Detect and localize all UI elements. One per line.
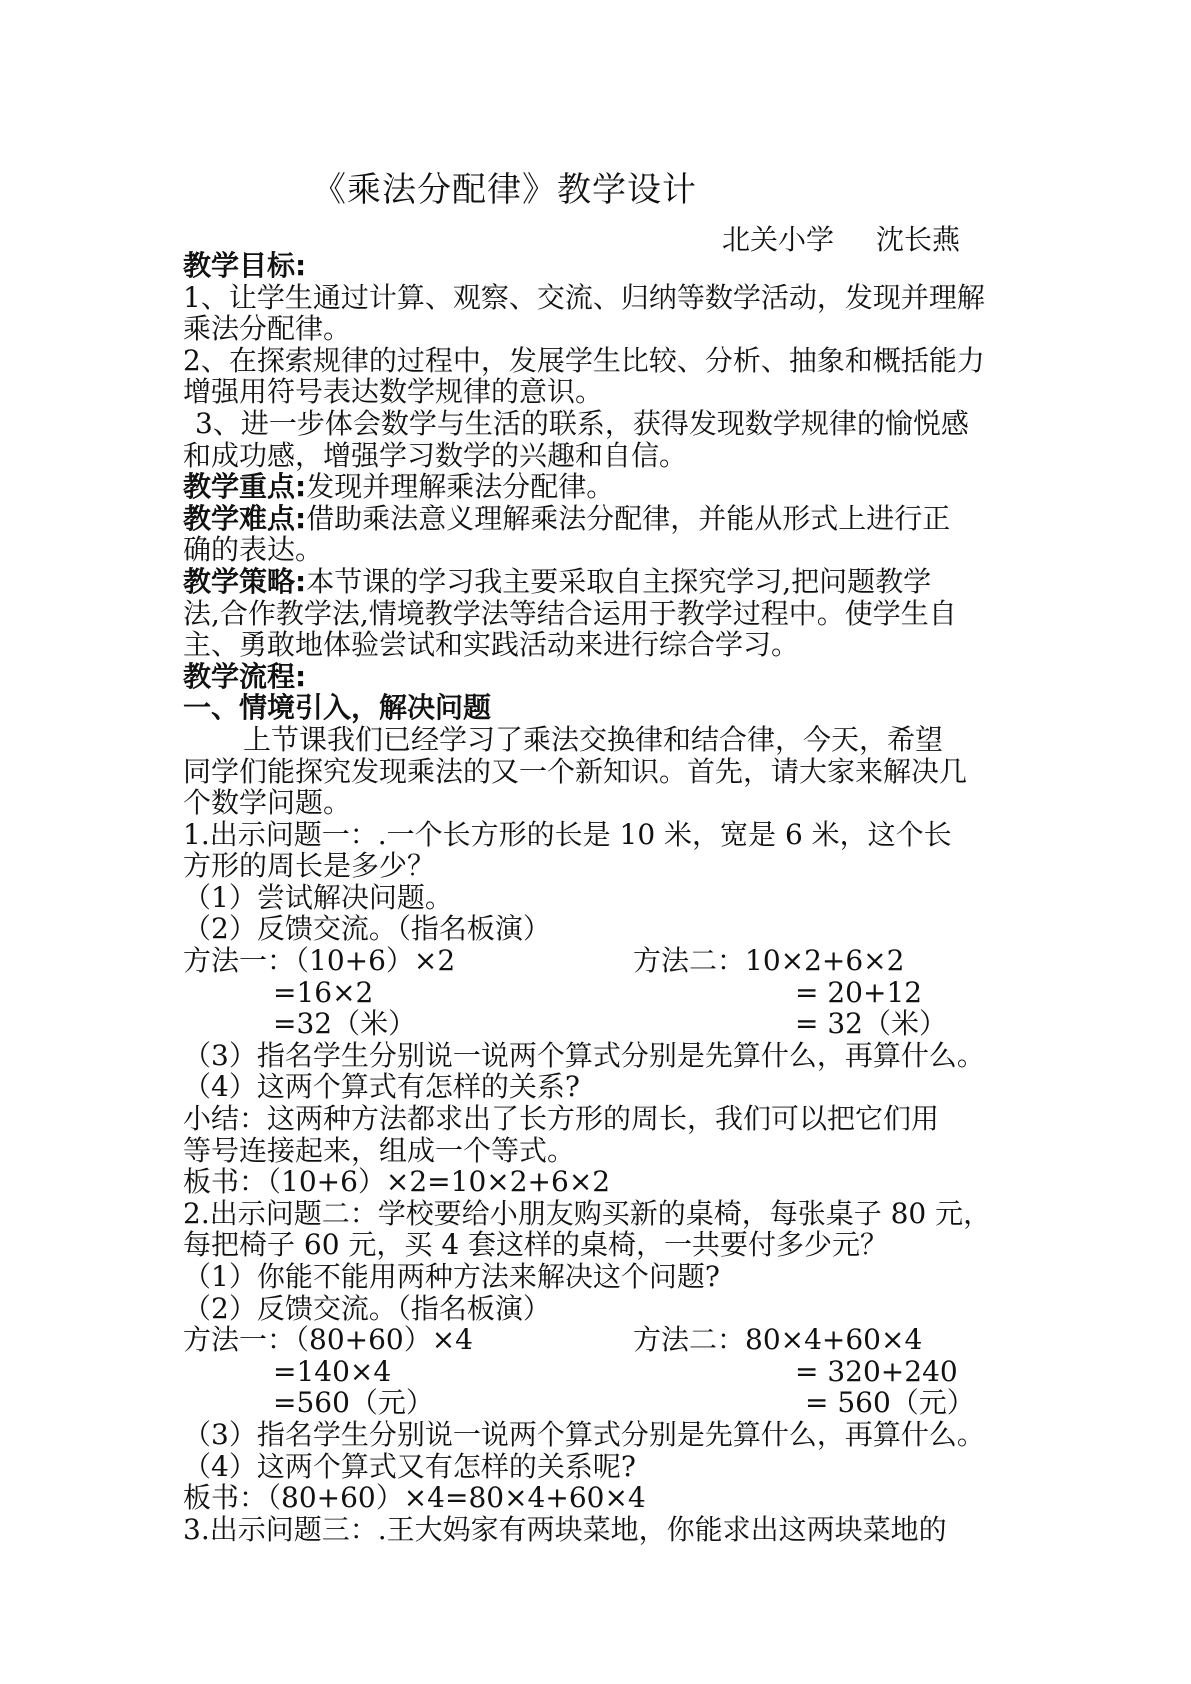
difficulty-line-1 [183, 503, 1023, 535]
problem-1-step-4: （4）这两个算式有怎样的关系? [183, 1070, 580, 1104]
problem-3-line-1: 3.出示问题三：.王大妈家有两块菜地，你能求出这两块菜地的 [183, 1512, 947, 1546]
difficulty-line-2: 确的表达。 [183, 533, 324, 567]
objective-3-line-1: 3、进一步体会数学与生活的联系，获得发现数学规律的愉悦感 [195, 406, 969, 440]
strategy-line-2: 法,合作教学法,情境教学法等结合运用于教学过程中。使学生自 [183, 596, 957, 630]
author-name: 沈长燕 [876, 223, 961, 256]
objective-1-line-1: 1、让学生通过计算、观察、交流、归纳等数学活动，发现并理解 [183, 280, 985, 314]
objective-3-line-2: 和成功感，增强学习数学的兴趣和自信。 [183, 438, 688, 472]
strategy-text-1: 本节课的学习我主要采取自主探究学习,把问题教学 [306, 564, 932, 598]
strategy-label: 教学策略: [183, 564, 307, 598]
problem-1-method-2-line-1: 方法二：10×2+6×2 [633, 944, 905, 978]
problem-2-methods-row-3 [183, 1387, 1023, 1419]
intro-line-1: 上节课我们已经学习了乘法交换律和结合律，今天，希望 [243, 722, 944, 756]
document-body [183, 250, 1023, 1545]
problem-2-method-1-line-2: =140×4 [273, 1354, 392, 1388]
problem-2-method-2-line-2: = 320+240 [795, 1354, 958, 1388]
key-point-label: 教学重点: [183, 470, 307, 504]
key-point-line [183, 471, 1023, 503]
problem-1-line-2: 方形的周长是多少？ [183, 849, 436, 883]
intro-line-3: 个数学问题。 [183, 786, 352, 820]
problem-2-step-1: （1）你能不能用两种方法来解决这个问题? [183, 1260, 720, 1293]
objectives-heading: 教学目标: [183, 249, 307, 282]
key-point-text: 发现并理解乘法分配律。 [306, 470, 615, 504]
problem-2-line-2: 每把椅子 60 元，买 4 套这样的桌椅，一共要付多少元？ [183, 1228, 889, 1262]
problem-1-step-1: （1）尝试解决问题。 [183, 880, 453, 914]
objective-2-line-2: 增强用符号表达数学规律的意识。 [183, 375, 604, 409]
problem-1-method-1-line-2: =16×2 [273, 975, 374, 1009]
document-title: 《乘法分配律》教学设计 [312, 170, 697, 210]
problem-1-method-1-line-1: 方法一：（10+6）×2 [183, 944, 456, 978]
problem-2-step-2: （2）反馈交流。（指名板演） [183, 1291, 551, 1325]
problem-2-step-4: （4）这两个算式又有怎样的关系呢? [183, 1449, 636, 1483]
problem-1-method-2-line-3: = 32（米） [795, 1007, 947, 1041]
problem-1-methods-row-2 [183, 977, 1023, 1009]
problem-2-methods-row-1 [183, 1324, 1023, 1356]
objective-1-line-2: 乘法分配律。 [183, 312, 352, 346]
problem-1-summary-line-2: 等号连接起来，组成一个等式。 [183, 1133, 576, 1167]
problem-1-method-1-line-3: =32（米） [273, 1007, 417, 1041]
problem-1-board: 板书：（10+6）×2=10×2+6×2 [183, 1165, 611, 1199]
problem-1-step-2: （2）反馈交流。（指名板演） [183, 912, 551, 946]
problem-1-summary-line-1: 小结：这两种方法都求出了长方形的周长，我们可以把它们用 [183, 1102, 940, 1136]
intro-line-2: 同学们能探究发现乘法的又一个新知识。首先，请大家来解决几 [183, 754, 968, 788]
problem-2-line-1: 2.出示问题二：学校要给小朋友购买新的桌椅，每张桌子 80 元， [183, 1196, 992, 1230]
problem-2-method-1-line-1: 方法一：（80+60）×4 [183, 1323, 473, 1357]
problem-2-methods-row-2 [183, 1356, 1023, 1388]
author-school: 北关小学 [722, 223, 835, 256]
difficulty-text-1: 借助乘法意义理解乘法分配律，并能从形式上进行正 [306, 501, 951, 535]
difficulty-label: 教学难点: [183, 501, 307, 535]
problem-2-method-1-line-3: =560（元） [273, 1386, 434, 1420]
problem-1-method-2-line-2: = 20+12 [795, 975, 923, 1009]
objective-2-line-1: 2、在探索规律的过程中，发展学生比较、分析、抽象和概括能力 [183, 343, 985, 377]
process-heading: 教学流程: [183, 659, 307, 693]
problem-2-board: 板书：（80+60）×4=80×4+60×4 [183, 1481, 646, 1515]
problem-2-step-3: （3）指名学生分别说一说两个算式分别是先算什么，再算什么。 [183, 1417, 985, 1451]
problem-2-method-2-line-3: = 560（元） [805, 1386, 975, 1420]
problem-1-line-1: 1.出示问题一：.一个长方形的长是 10 米，宽是 6 米，这个长 [183, 817, 952, 851]
problem-1-methods-row-1 [183, 945, 1023, 977]
problem-2-method-2-line-1: 方法二：80×4+60×4 [633, 1323, 923, 1357]
strategy-line-1 [183, 566, 1023, 598]
problem-1-methods-row-3 [183, 1008, 1023, 1040]
strategy-line-3: 主、勇敢地体验尝试和实践活动来进行综合学习。 [183, 628, 800, 662]
problem-1-step-3: （3）指名学生分别说一说两个算式分别是先算什么，再算什么。 [183, 1038, 985, 1072]
section-1-heading: 一、情境引入，解决问题 [183, 691, 492, 725]
